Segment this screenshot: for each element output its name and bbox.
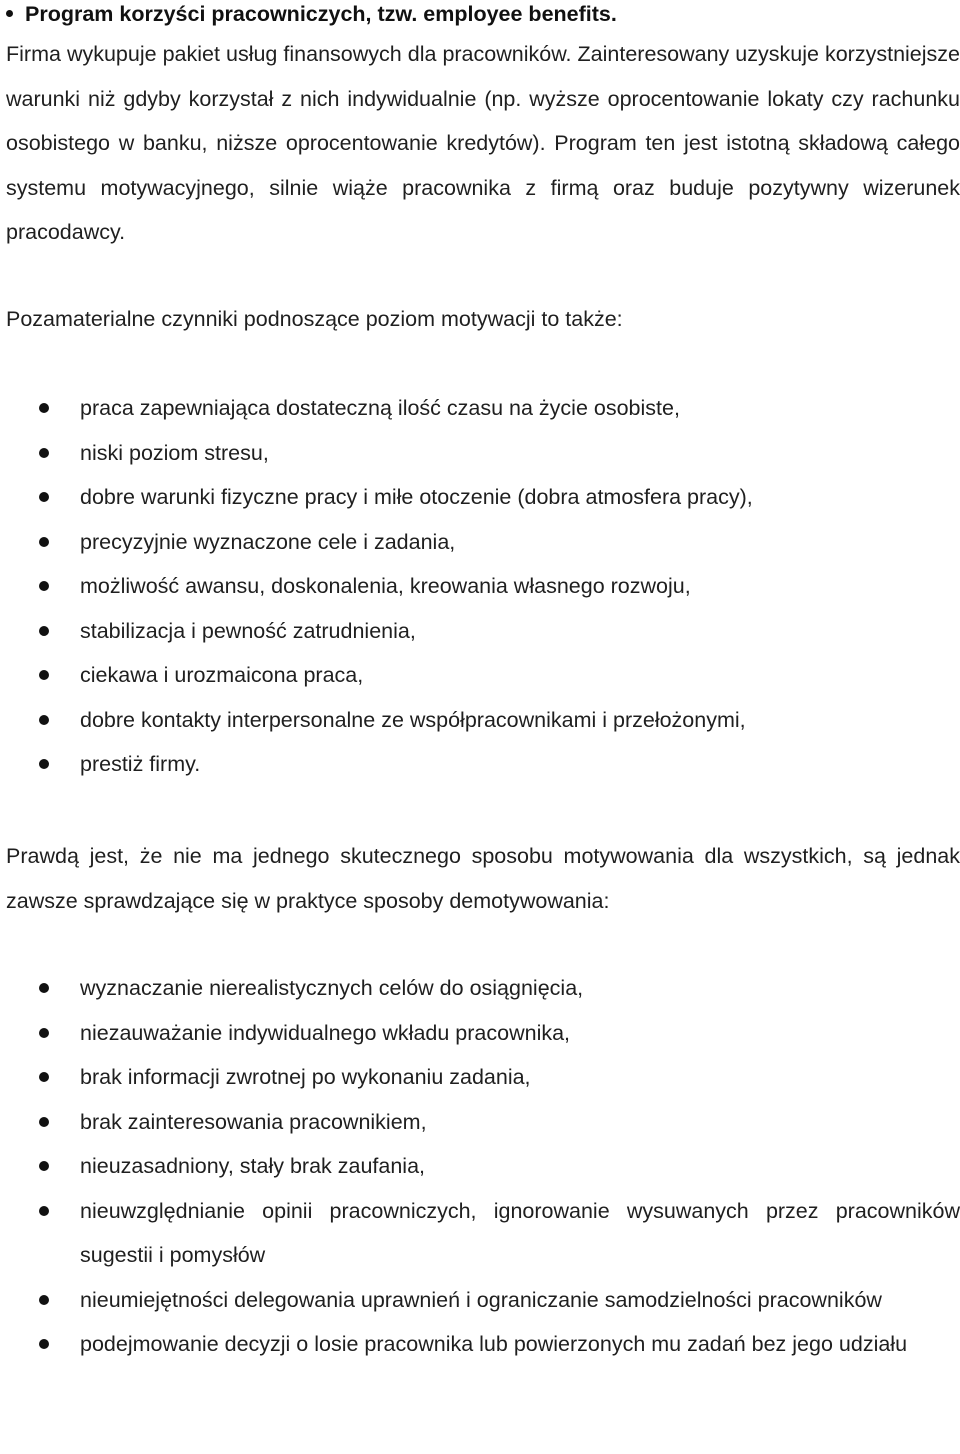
list-item-text: niezauważanie indywidualnego wkładu pracownika, bbox=[80, 1020, 571, 1045]
demotivation-list bbox=[0, 966, 960, 1367]
list-item bbox=[0, 653, 960, 698]
bullet-icon bbox=[39, 537, 49, 547]
list-item-text: nieumiejętności delegowania uprawnień i ograniczanie samodzielności pracowników bbox=[80, 1287, 882, 1312]
list-item bbox=[0, 966, 960, 1011]
list-item-text: brak informacji zwrotnej po wykonaniu zadania, bbox=[80, 1065, 531, 1089]
list-item bbox=[0, 431, 960, 476]
bullet-icon bbox=[39, 626, 49, 636]
list-item-text: nieuzasadniony, stały brak zaufania, bbox=[80, 1154, 426, 1178]
list-item bbox=[0, 1189, 960, 1278]
bullet-icon bbox=[39, 1072, 49, 1082]
bullet-icon bbox=[6, 10, 13, 17]
list-item-text: możliwość awansu, doskonalenia, kreowania własnego rozwoju, bbox=[80, 574, 691, 598]
benefits-paragraph: Firma wykupuje pakiet usług finansowych dla pracowników. Zainteresowany uzyskuje korzystniejsze warunki niż gdyby korzystał z nich indywidualnie (np. wyższe oprocentowanie lokaty czy rachunku osobistego w banku, niższe oprocentowanie kredytów). Program ten jest istotną składową całego systemu motywacyjnego, silnie wiąże pracownika z firmą oraz buduje pozytywny wizerunek pracodawcy. bbox=[6, 42, 960, 244]
list-item bbox=[0, 1055, 960, 1100]
list-item bbox=[0, 1144, 960, 1189]
list-item bbox=[0, 742, 960, 787]
bullet-icon bbox=[39, 492, 49, 502]
bullet-icon bbox=[39, 1117, 49, 1127]
list-item bbox=[0, 698, 960, 743]
bullet-icon bbox=[39, 670, 49, 680]
bullet-icon bbox=[39, 983, 49, 993]
list-item-text: dobre kontakty interpersonalne ze współpracownikami i przełożonymi, bbox=[80, 707, 746, 732]
bullet-icon bbox=[39, 1161, 49, 1171]
benefits-heading-row bbox=[6, 0, 617, 28]
bullet-icon bbox=[39, 403, 49, 413]
list-item-text: stabilizacja i pewność zatrudnienia, bbox=[80, 618, 416, 643]
list-item bbox=[0, 520, 960, 565]
list-item-text: nieuwzględnianie opinii pracowniczych, ignorowanie wysuwanych przez pracowników sugestii i pomysłów bbox=[80, 1198, 960, 1267]
list-item bbox=[0, 609, 960, 654]
nonmaterial-intro: Pozamaterialne czynniki podnoszące poziom motywacji to także: bbox=[6, 307, 623, 331]
benefits-heading: Program korzyści pracowniczych, tzw. employee benefits. bbox=[25, 2, 617, 26]
bullet-icon bbox=[39, 1206, 49, 1216]
list-item-text: ciekawa i urozmaicona praca, bbox=[80, 663, 364, 687]
list-item-text: prestiż firmy. bbox=[80, 752, 201, 776]
list-item-text: dobre warunki fizyczne pracy i miłe otoczenie (dobra atmosfera pracy), bbox=[80, 485, 753, 509]
list-item bbox=[0, 1100, 960, 1145]
list-item-text: brak zainteresowania pracownikiem, bbox=[80, 1109, 427, 1134]
bullet-icon bbox=[39, 1339, 49, 1349]
list-item-text: precyzyjnie wyznaczone cele i zadania, bbox=[80, 529, 456, 554]
list-item-text: praca zapewniająca dostateczną ilość czasu na życie osobiste, bbox=[80, 396, 680, 420]
bullet-icon bbox=[39, 1295, 49, 1305]
list-item-text: wyznaczanie nierealistycznych celów do osiągnięcia, bbox=[80, 976, 584, 1000]
bullet-icon bbox=[39, 759, 49, 769]
list-item bbox=[0, 386, 960, 431]
list-item-text: niski poziom stresu, bbox=[80, 440, 269, 465]
list-item bbox=[0, 1011, 960, 1056]
list-item-text: podejmowanie decyzji o losie pracownika lub powierzonych mu zadań bez jego udziału bbox=[80, 1332, 908, 1356]
bullet-icon bbox=[39, 1028, 49, 1038]
list-item bbox=[0, 475, 960, 520]
demotivation-intro: Prawdą jest, że nie ma jednego skutecznego sposobu motywowania dla wszystkich, są jednak zawsze sprawdzające się w praktyce sposoby demotywowania: bbox=[6, 844, 960, 913]
list-item bbox=[0, 1278, 960, 1323]
list-item bbox=[0, 564, 960, 609]
bullet-icon bbox=[39, 715, 49, 725]
list-item bbox=[0, 1322, 960, 1367]
bullet-icon bbox=[39, 448, 49, 458]
bullet-icon bbox=[39, 581, 49, 591]
nonmaterial-list bbox=[0, 386, 960, 787]
